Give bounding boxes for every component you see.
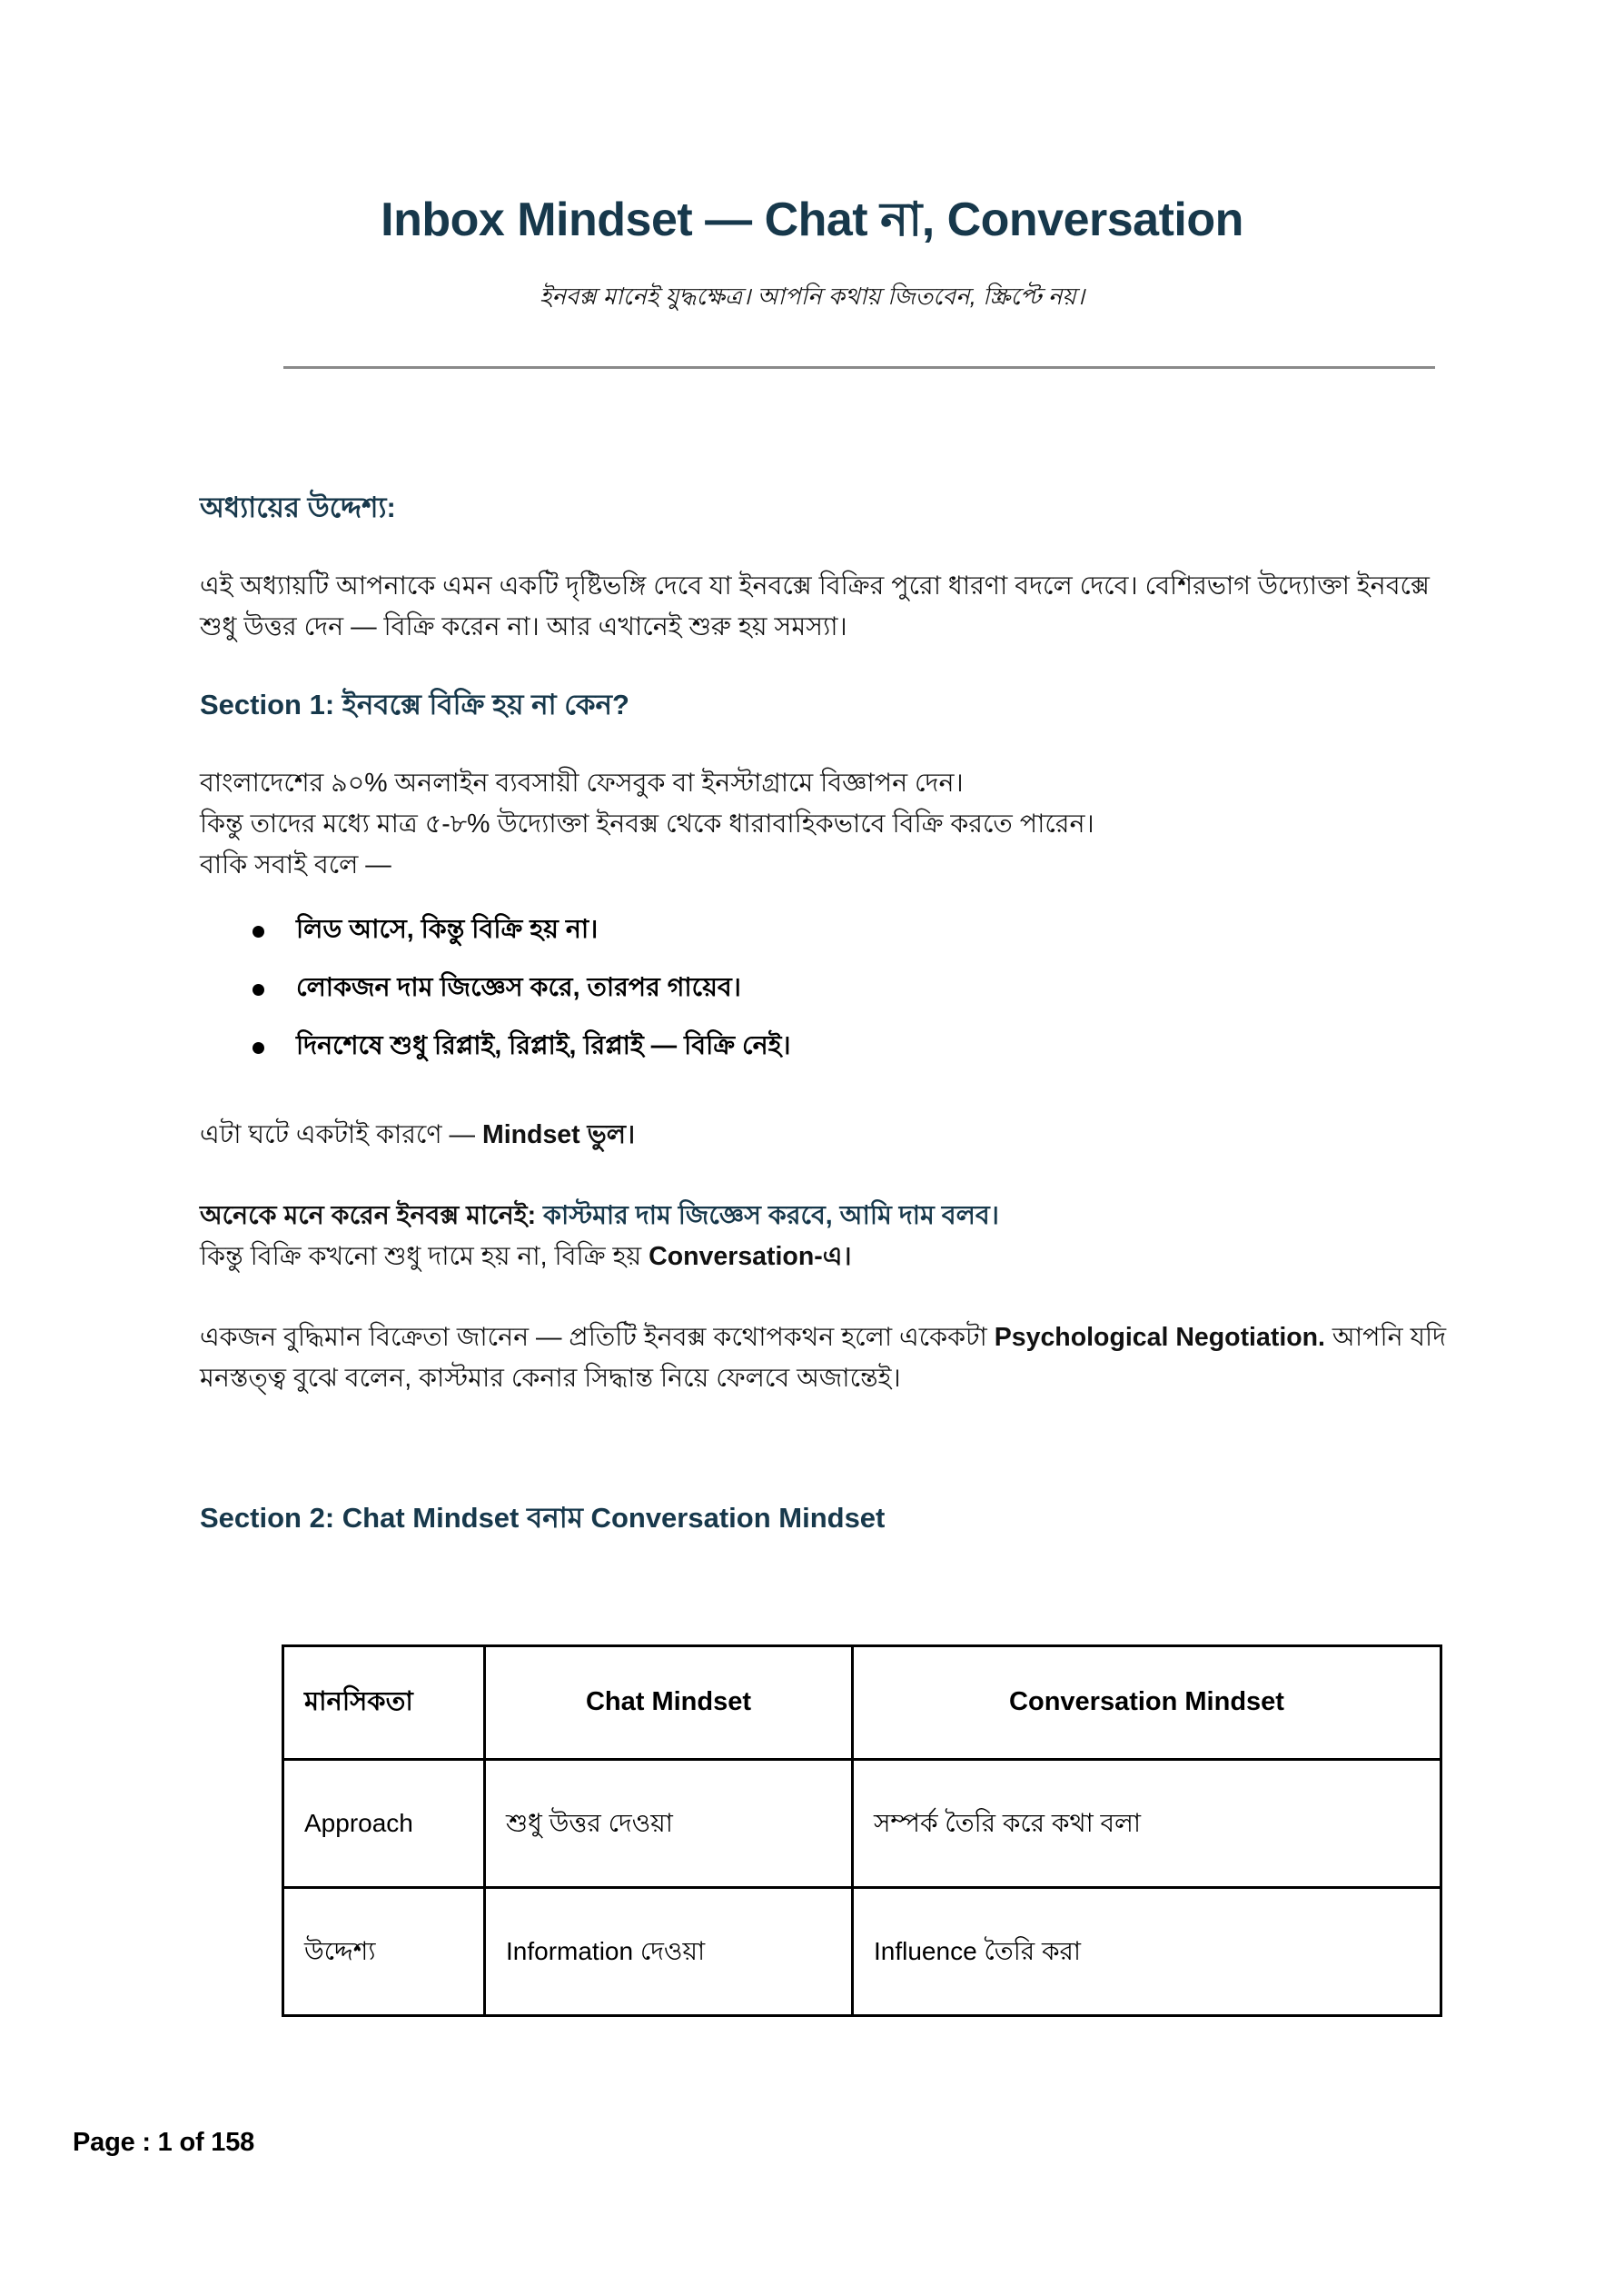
table-header-row [283,1646,1441,1760]
page-number-footer: Page : 1 of 158 [73,2128,255,2157]
section-1-belief-line [200,1196,1468,1237]
section-1-closing-paragraph [200,1317,1468,1399]
table-column-header-conversation-mindset: Conversation Mindset [853,1646,1441,1760]
section-1-belief-followup [200,1237,1468,1277]
cause-prefix: এটা ঘটে একটাই কারণে — [200,1119,482,1149]
objective-paragraph [200,566,1468,648]
belief-followup-emphasis: Conversation-এ। [649,1241,852,1271]
page-title: Inbox Mindset — Chat না, Conversation [381,193,1243,246]
list-item [200,913,1468,947]
list-item-label: লোকজন দাম জিজ্ঞেস করে, তারপর গায়েব। [296,972,741,1002]
table-row [283,1760,1441,1888]
page-subtitle: ইনবক্স মানেই যুদ্ধক্ষেত্র। আপনি কথায় জিতবেন, স্ক্রিপ্টে নয়। [539,283,1085,310]
table-cell-approach-chat: শুধু উত্তর দেওয়া [485,1760,853,1888]
table-column-header-mindset: মানসিকতা [283,1646,485,1760]
table-cell-purpose-label: উদ্দেশ্য [283,1888,485,2016]
bullet-dot-icon [253,1042,264,1054]
bullet-dot-icon [253,926,264,938]
table-cell-approach-conversation: সম্পর্ক তৈরি করে কথা বলা [853,1760,1441,1888]
section-1-line-1: বাংলাদেশের ৯০% অনলাইন ব্যবসায়ী ফেসবুক বা ইনস্টাগ্রামে বিজ্ঞাপন দেন। [200,768,964,798]
section-1-heading: Section 1: ইনবক্সে বিক্রি হয় না কেন? [200,688,629,720]
list-item [200,1029,1468,1063]
closing-part-1: একজন বুদ্ধিমান বিক্রেতা জানেন — প্রতিটি ইনবক্স কথোপকথন হলো একেকটা [200,1322,995,1352]
section-1-bullet-list [200,913,1468,1063]
section-2-heading: Section 2: Chat Mindset বনাম Conversation Mindset [200,1501,886,1534]
table-cell-purpose-conversation: Influence তৈরি করা [853,1888,1441,2016]
objective-heading: অধ্যায়ের উদ্দেশ্য: [200,492,396,523]
list-item-label: দিনশেষে শুধু রিপ্লাই, রিপ্লাই, রিপ্লাই — বিক্রি নেই। [296,1030,791,1060]
bullet-dot-icon [253,984,264,996]
cause-emphasis: Mindset ভুল। [481,1119,636,1149]
objective-paragraph-line-2: বেশিরভাগ উদ্যোক্তা ইনবক্সে শুধু উত্তর দেন — বিক্রি করেন না। আর এখানেই শুরু হয় সমস্যা। [200,571,1430,641]
section-1-cause-line [200,1115,1468,1156]
closing-emphasis: Psychological Negotiation. [994,1322,1325,1352]
belief-followup-prefix: কিন্তু বিক্রি কখনো শুধু দামে হয় না, বিক্রি হয় [200,1241,649,1271]
belief-accent-text: কাস্টমার দাম জিজ্ঞেস করবে, আমি দাম বলব। [543,1200,999,1230]
table-cell-approach-label: Approach [283,1760,485,1888]
header-divider [283,366,1435,369]
table-body [283,1760,1441,2016]
closing-part-2: আপনি যদি মনস্তত্ত্ব বুঝে বলেন, কাস্টমার কেনার সিদ্ধান্ত নিয়ে ফেলবে অজান্তেই। [200,1322,1447,1393]
objective-paragraph-line-1: এই অধ্যায়টি আপনাকে এমন একটি দৃষ্টিভঙ্গি দেবে যা ইনবক্সে বিক্রির পুরো ধারণা বদলে দেবে। [200,571,1138,601]
belief-prefix: অনেকে মনে করেন ইনবক্স মানেই: [200,1200,544,1230]
list-item-label: লিড আসে, কিন্তু বিক্রি হয় না। [296,914,599,944]
section-1-line-2: কিন্তু তাদের মধ্যে মাত্র ৫-৮% উদ্যোক্তা ইনবক্স থেকে ধারাবাহিকভাবে বিক্রি করতে পারেন। [200,809,1094,839]
table-column-header-chat-mindset: Chat Mindset [485,1646,853,1760]
table-cell-purpose-chat: Information দেওয়া [485,1888,853,2016]
document-body [200,491,1468,1536]
list-item [200,971,1468,1005]
table-header [283,1646,1441,1760]
section-1-line-3: বাকি সবাই বলে — [200,849,391,879]
mindset-comparison-table [282,1644,1442,2017]
table-row [283,1888,1441,2016]
